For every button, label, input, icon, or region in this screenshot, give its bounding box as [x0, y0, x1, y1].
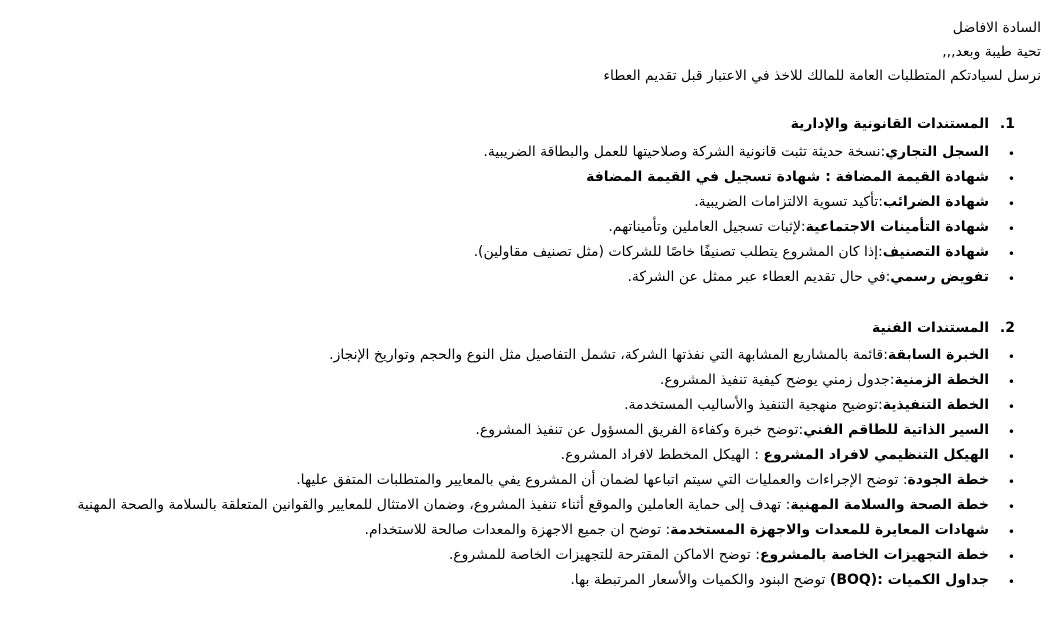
list-item — [586, 167, 989, 187]
list-item-term: الخبرة السابقة — [887, 347, 989, 363]
list-item — [627, 267, 989, 287]
list-item-term: شهادة الضرائب — [882, 194, 989, 210]
list-item-description: :لإثبات تسجيل العاملين وتأميناتهم. — [608, 219, 806, 235]
list-item — [561, 445, 989, 465]
list-item-term: شهادة التأمينات الاجتماعية — [805, 219, 989, 235]
list-item — [329, 345, 989, 365]
list-item-description: : الهيكل المخطط لافراد المشروع. — [560, 447, 764, 463]
greeting-line: السادة الافاضل — [952, 20, 1041, 36]
list-item — [77, 495, 989, 515]
bullet-icon: • — [1007, 247, 1015, 261]
list-item — [474, 242, 989, 262]
list-item-term: خطة التجهيزات الخاصة بالمشروع — [759, 547, 989, 563]
list-item-term: خطة الصحة والسلامة المهنية — [790, 497, 989, 513]
bullet-icon: • — [1007, 272, 1015, 286]
list-item-term: شهادة التصنيف — [882, 244, 989, 260]
list-item-description: : توضح ان جميع الاجهزة والمعدات صالحة للاستخدام. — [364, 522, 671, 538]
bullet-icon: • — [1007, 550, 1015, 564]
intro-sentence: نرسل لسيادتكم المتطلبات العامة للمالك للاخذ في الاعتبار قبل تقديم العطاء — [603, 68, 1041, 84]
list-item-term: السجل التجاري — [885, 144, 989, 160]
list-item — [694, 192, 989, 212]
list-item-term: جداول الكميات :(BOQ) — [829, 572, 989, 588]
bullet-icon: • — [1007, 525, 1015, 539]
list-item-description: :توضيح منهجية التنفيذ والأساليب المستخدمة. — [624, 397, 883, 413]
list-item-description: : توضح الإجراءات والعمليات التي سيتم اتباعها لضمان أن المشروع يفي بالمعايير والمتطلبات المتفق عليها. — [296, 472, 908, 488]
list-item-description: :إذا كان المشروع يتطلب تصنيفًا خاصًا للشركات (مثل تصنيف مقاولين). — [473, 244, 883, 260]
section-heading-legal — [791, 114, 1015, 134]
bullet-icon: • — [1007, 450, 1015, 464]
bullet-icon: • — [1007, 425, 1015, 439]
section-title: المستندات الفنية — [872, 320, 990, 336]
bullet-icon: • — [1007, 375, 1015, 389]
list-item-term: الخطة الزمنية — [894, 372, 989, 388]
list-item — [365, 520, 990, 540]
list-item-description: :نسخة حديثة تثبت قانونية الشركة وصلاحيتها للعمل والبطاقة الضريبية. — [483, 144, 886, 160]
list-item-description: : توضح الاماكن المقترحة للتجهيزات الخاصة للمشروع. — [448, 547, 760, 563]
list-item-description: :في حال تقديم العطاء عبر ممثل عن الشركة. — [627, 269, 891, 285]
list-item-term: الخطة التنفيذية — [882, 397, 989, 413]
list-item — [624, 395, 989, 415]
bullet-icon: • — [1007, 350, 1015, 364]
list-item-description: :قائمة بالمشاريع المشابهة التي نفذتها الشركة، تشمل التفاصيل مثل النوع والحجم وتواريخ الإنجاز. — [329, 347, 888, 363]
list-item — [570, 570, 989, 590]
list-item — [608, 217, 989, 237]
salutation-line: تحية طيبة وبعد,,, — [942, 44, 1041, 60]
list-item — [296, 470, 989, 490]
section-title: المستندات القانونية والإدارية — [790, 116, 990, 132]
bullet-icon: • — [1007, 475, 1015, 489]
bullet-icon: • — [1007, 172, 1015, 186]
list-item-description: :توضح خبرة وكفاءة الفريق المسؤول عن تنفيذ المشروع. — [475, 422, 804, 438]
section-number: 1. — [999, 116, 1015, 132]
list-item-term: السير الذاتية للطاقم الفني — [803, 422, 989, 438]
bullet-icon: • — [1007, 575, 1015, 589]
list-item-term: شهادات المعايرة للمعدات والاجهزة المستخدمة — [670, 522, 989, 538]
list-item-term: شهادة القيمة المضافة : شهادة تسجيل في القيمة المضافة — [586, 169, 989, 185]
bullet-icon: • — [1007, 222, 1015, 236]
list-item — [475, 420, 989, 440]
list-item-description: :تأكيد تسوية الالتزامات الضريبية. — [694, 194, 883, 210]
list-item-description: :جدول زمني يوضح كيفية تنفيذ المشروع. — [659, 372, 895, 388]
bullet-icon: • — [1007, 197, 1015, 211]
list-item-description: : تهدف إلى حماية العاملين والموقع أثناء تنفيذ المشروع، وضمان الامتثال للمعايير والقوانين المتعلقة بالسلامة والصحة المهنية — [77, 497, 791, 513]
bullet-icon: • — [1007, 400, 1015, 414]
section-number: 2. — [999, 320, 1015, 336]
list-item-term: خطة الجودة — [907, 472, 989, 488]
list-item — [660, 370, 989, 390]
list-item-term: الهيكل التنظيمي لافراد المشروع — [763, 447, 989, 463]
bullet-icon: • — [1007, 147, 1015, 161]
list-item — [449, 545, 989, 565]
section-heading-technical — [872, 318, 1015, 338]
bullet-icon: • — [1007, 500, 1015, 514]
list-item — [483, 142, 989, 162]
list-item-description: توضح البنود والكميات والأسعار المرتبطة بها. — [570, 572, 830, 588]
list-item-term: تفويض رسمي — [890, 269, 989, 285]
